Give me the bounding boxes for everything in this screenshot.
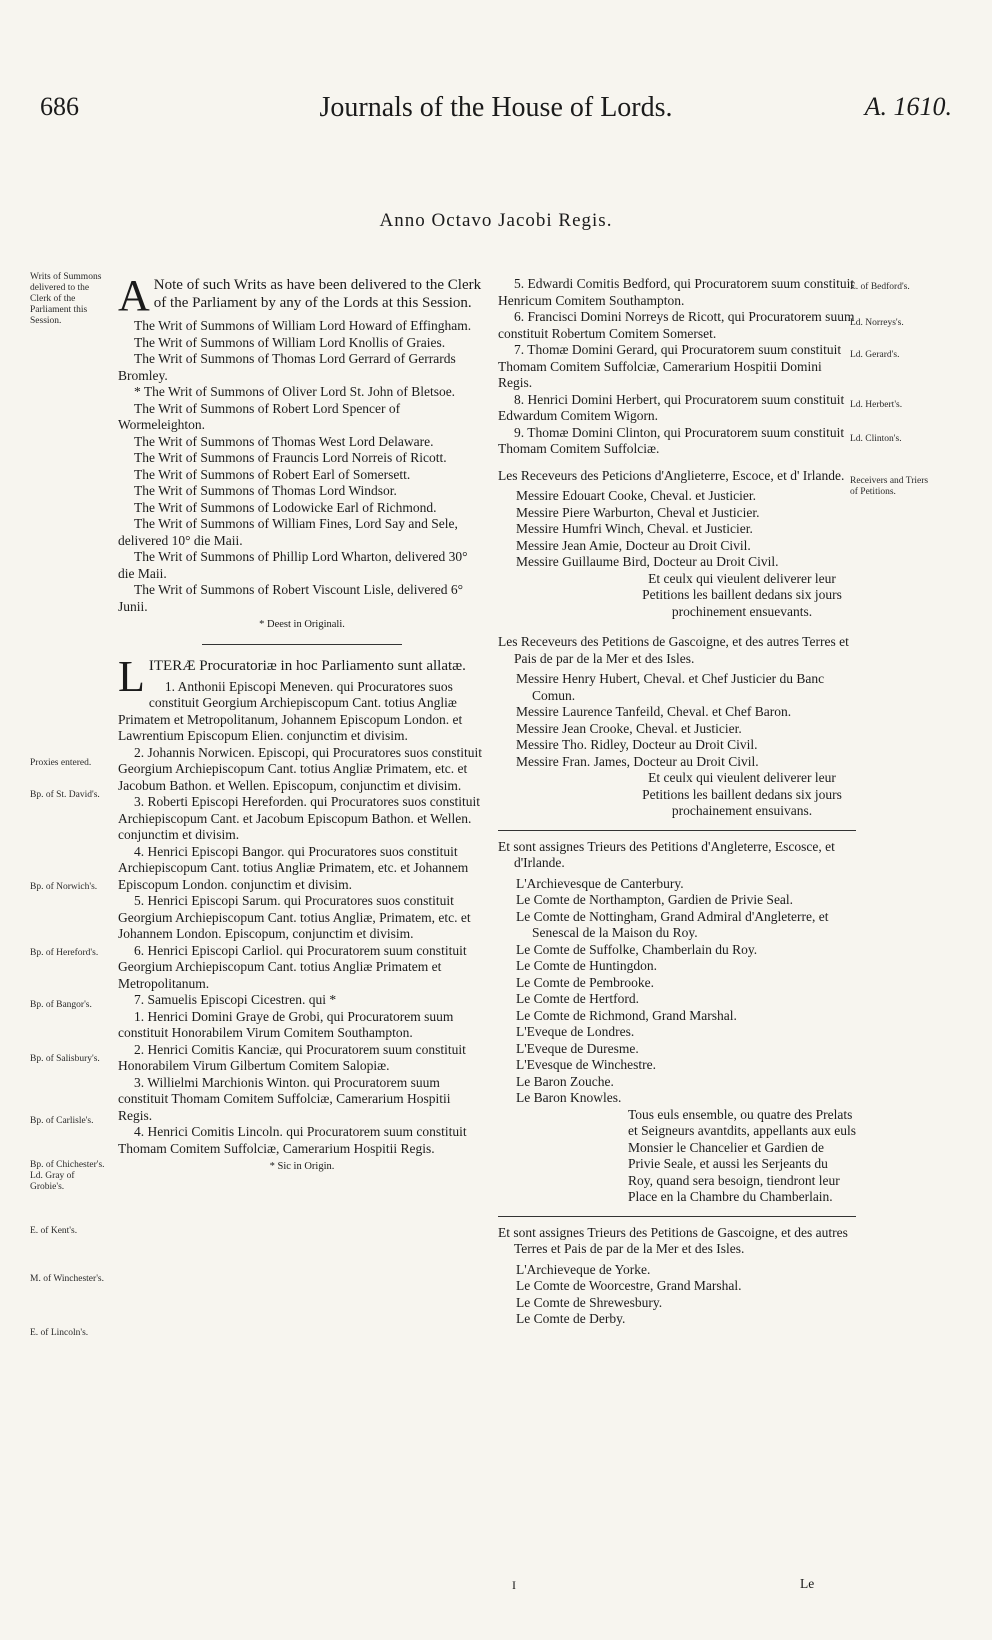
trier-name: Le Comte de Pembrooke. (516, 974, 654, 990)
section-rule (202, 644, 402, 645)
writ-item: The Writ of Summons of Thomas West Lord Delaware. (134, 433, 434, 449)
section-rule (498, 830, 856, 831)
section-rule (498, 1216, 856, 1217)
right-column (498, 276, 856, 1328)
margin-note-gerard: Ld. Gerard's. (850, 350, 900, 360)
trier-name: Le Comte de Suffolke, Chamberlain du Roy. (516, 941, 758, 957)
triers-gascoigne-list (498, 1262, 856, 1328)
proxy-item: 2. Henrici Comitis Kanciæ, qui Procuratorem suum constituit Honorabilem Virum Gilbertum Comitem Salopiæ. (118, 1041, 466, 1073)
receiver-name: Messire Jean Amie, Docteur au Droit Civil. (516, 537, 751, 553)
margin-note-receivers: Receivers and Triers of Petitions. (850, 476, 929, 497)
margin-note-proxies: Proxies entered. (30, 758, 92, 768)
writs-intro: A Note of such Writs as have been delivered to the Clerk of the Parliament by any of the Lords at this Session. (118, 271, 482, 320)
proxy-item: 5. Edwardi Comitis Bedford, qui Procuratorem suum constituit Henricum Comitem Southampton. (498, 276, 855, 308)
writ-item: The Writ of Summons of Phillip Lord Wharton, delivered 30° die Maii. (118, 549, 468, 581)
trier-name: L'Eveque de Londres. (516, 1024, 635, 1039)
trier-name: Le Comte de Derby. (516, 1311, 626, 1326)
trier-name: L'Evesque de Winchestre. (516, 1057, 656, 1072)
writ-item: The Writ of Summons of Robert Earl of Somersett. (134, 466, 411, 482)
trier-name: L'Archieveque de Yorke. (516, 1261, 651, 1277)
trier-name: Le Baron Knowles. (516, 1090, 622, 1105)
proxy-item: 3. Willielmi Marchionis Winton. qui Procuratorem suum constituit Thomam Comitem Suffolciæ, Camerarium Hospitii Regis. (118, 1074, 451, 1123)
proxy-item: 7. Samuelis Episcopi Cicestren. qui * (134, 992, 337, 1007)
margin-note-hereford: Bp. of Hereford's. (30, 948, 99, 958)
writ-item: The Writ of Summons of William Fines, Lord Say and Sele, delivered 10° die Maii. (118, 516, 458, 548)
margin-note-salisbury: Bp. of Salisbury's. (30, 1054, 100, 1064)
trier-name: L'Archievesque de Canterbury. (516, 875, 684, 891)
receiver-name: Messire Piere Warburton, Cheval et Justicier. (516, 504, 760, 520)
proxy-item: 3. Roberti Episcopi Hereforden. qui Procuratores suos constituit Archiepiscopum Cant. et Jacobum Episcopum Bathon. et Wellen. conjunctim et divisim. (118, 794, 481, 842)
trier-name: Le Comte de Woorcestre, Grand Marshal. (516, 1278, 742, 1293)
writ-item: The Writ of Summons of William Lord Knollis of Graies. (134, 334, 446, 350)
drop-cap-l: L (118, 651, 145, 701)
writ-item: The Writ of Summons of Robert Lord Spencer of Wormeleighton. (118, 400, 401, 432)
receivers-england-list (498, 488, 856, 571)
writ-item: The Writ of Summons of Thomas Lord Gerrard of Gerrards Bromley. (118, 351, 456, 383)
writs-footnote: * Deest in Originali. (259, 619, 345, 630)
receiver-name: Messire Fran. James, Docteur au Droit Civil. (516, 753, 759, 769)
proxy-item: 6. Henrici Episcopi Carliol. qui Procuratorem suum constituit Georgium Archiepiscopum Cant. totius Angliæ Primatem et Metropolitanum. (118, 942, 467, 991)
receiver-name: Messire Humfri Winch, Cheval. et Justicier. (516, 521, 753, 536)
margin-note-norwich: Bp. of Norwich's. (30, 882, 98, 892)
receivers-gascoigne-list (498, 671, 856, 770)
receiver-name: Messire Guillaume Bird, Docteur au Droit Civil. (516, 554, 779, 569)
trier-name: Le Comte de Richmond, Grand Marshal. (516, 1007, 737, 1023)
writ-item: The Writ of Summons of Frauncis Lord Norreis of Ricott. (134, 450, 447, 465)
receivers-gascoigne-heading: Les Receveurs des Petitions de Gascoigne, et des autres Terres et Pais de par de la Mer et des Isles. (498, 634, 849, 666)
margin-note-carlisle: Bp. of Carlisle's. (30, 1116, 94, 1126)
triers-gascoigne-heading: Et sont assignes Trieurs des Petitions de Gascoigne, et des autres Terres et Pais de par de la Mer et des Isles. (498, 1224, 848, 1256)
trier-name: Le Comte de Huntingdon. (516, 958, 657, 973)
writ-item: * The Writ of Summons of Oliver Lord St. John of Bletsoe. (134, 384, 456, 399)
signature-mark: I (512, 1578, 516, 1592)
proxy-item: 4. Henrici Comitis Lincoln. qui Procuratorem suum constituit Thomam Comitem Suffolciæ, Camerarium Hospitii Regis. (118, 1124, 467, 1156)
proxy-item: 9. Thomæ Domini Clinton, qui Procuratorem suum constituit Thomam Comitem Suffolciæ. (498, 424, 845, 456)
drop-cap-a: A (118, 271, 150, 320)
writ-item: The Writ of Summons of Thomas Lord Windsor. (134, 483, 397, 498)
receiver-name: Messire Jean Crooke, Cheval. et Justicier. (516, 720, 742, 736)
margin-note-st-davids: Bp. of St. David's. (30, 790, 100, 800)
margin-note-bangor: Bp. of Bangor's. (30, 1000, 92, 1010)
margin-note-clinton: Ld. Clinton's. (850, 434, 902, 444)
margin-note-kent: E. of Kent's. (30, 1226, 78, 1236)
receiver-name: Messire Tho. Ridley, Docteur au Droit Civil. (516, 737, 758, 752)
receivers-gascoigne-closing: Et ceulx qui vieulent deliverer leur Petitions les baillent dedans six jours prochainement ensuivans. (642, 770, 842, 818)
triers-england-closing: Tous euls ensemble, ou quatre des Prelats et Seigneurs avantdits, appellants aux euls Monsier le Chancelier et Gardien de Privie Seale, et aussi les Serjeants du Roy, quand sera besoign, tiendront leur Place en la Chambre du Chamberlain. (628, 1106, 856, 1204)
margin-note-writs: Writs of Summons delivered to the Clerk of the Parliament this Session. (30, 272, 102, 326)
receiver-name: Messire Laurence Tanfeild, Cheval. et Chef Baron. (516, 704, 792, 719)
proxy-item: 1. Henrici Domini Graye de Grobi, qui Procuratorem suum constituit Honorabilem Virum Comitem Southampton. (118, 1008, 454, 1040)
session-title: Anno Octavo Jacobi Regis. (379, 210, 613, 231)
proxy-item: 6. Francisci Domini Norreys de Ricott, qui Procuratorem suum constituit Robertum Comitem Somerset. (498, 309, 855, 341)
proxies-footnote: * Sic in Origin. (269, 1161, 335, 1172)
margin-note-bedford: E. of Bedford's. (850, 282, 910, 292)
trier-name: Le Baron Zouche. (516, 1073, 614, 1089)
left-column (118, 271, 486, 1176)
margin-note-herbert: Ld. Herbert's. (850, 400, 903, 410)
triers-england-list (498, 876, 856, 1107)
receivers-england-closing: Et ceulx qui vieulent deliverer leur Petitions les baillent dedans six jours prochinement ensuevants. (642, 570, 842, 619)
trier-name: Le Comte de Northampton, Gardien de Privie Seal. (516, 892, 794, 907)
year-mark: A. 1610. (864, 92, 952, 121)
writ-item: The Writ of Summons of William Lord Howard of Effingham. (134, 318, 472, 333)
margin-note-lincoln: E. of Lincoln's. (30, 1328, 89, 1338)
trier-name: L'Eveque de Duresme. (516, 1040, 639, 1056)
margin-note-norreys: Ld. Norreys's. (850, 318, 904, 328)
receiver-name: Messire Henry Hubert, Cheval. et Chef Justicier du Banc Comun. (516, 671, 825, 703)
proxy-item: 1. Anthonii Episcopi Meneven. qui Procuratores suos constituit Georgium Archiepiscopum Cant. totius Angliæ Primatem et Metropolitanum, Johannem Episcopum London. et Lawrentium Episcopum Elien. conjunctim et divisim. (118, 678, 463, 743)
margin-note-chichester: Bp. of Chichester's. Ld. Gray of Grobie's. (30, 1160, 105, 1192)
trier-name: Le Comte de Shrewesbury. (516, 1294, 663, 1310)
proxy-item: 2. Johannis Norwicen. Episcopi, qui Procuratores suos constituit Georgium Archiepiscopum Cant. totius Angliæ Primatem, etc. et Jacobum Bathon. et Wellen. Episcopum, conjunctim et divisim. (118, 744, 482, 793)
proxy-item: 8. Henrici Domini Herbert, qui Procuratorem suum constituit Edwardum Comitem Wigorn. (498, 391, 845, 423)
writ-item: The Writ of Summons of Robert Viscount Lisle, delivered 6° Junii. (118, 582, 463, 614)
writ-item: The Writ of Summons of Lodowicke Earl of Richmond. (134, 499, 437, 515)
journal-title: Journals of the House of Lords. (319, 92, 673, 123)
proxy-item: 7. Thomæ Domini Gerard, qui Procuratorem suum constituit Thomam Comitem Suffolciæ, Camerarium Hospitii Domini Regis. (498, 342, 842, 390)
trier-name: Le Comte de Nottingham, Grand Admiral d'Angleterre, et Senescal de la Maison du Roy. (516, 908, 829, 940)
receivers-england-heading: Les Receveurs des Peticions d'Anglieterre, Escoce, et d' Irlande. (498, 467, 845, 483)
running-header (40, 92, 952, 132)
receiver-name: Messire Edouart Cooke, Cheval. et Justicier. (516, 488, 756, 503)
proxy-item: 5. Henrici Episcopi Sarum. qui Procuratores suos constituit Georgium Archiepiscopum Cant. totius Angliæ, Primatem, etc. et Johannem London. Episcopum, conjunctim et divisim. (118, 893, 471, 941)
proxy-item: 4. Henrici Episcopi Bangor. qui Procuratores suos constituit Archiepiscopum Cant. totius Angliæ Primatem, etc. et Johannem Episcopum London. conjunctim et divisim. (118, 843, 469, 892)
catchword: Le (800, 1576, 815, 1591)
proxies-intro: LITERÆ Procuratoriæ in hoc Parliamento sunt allatæ. (118, 651, 466, 701)
margin-note-winchester: M. of Winchester's. (30, 1274, 104, 1284)
triers-england-heading: Et sont assignes Trieurs des Petitions d'Angleterre, Escosce, et d'Irlande. (498, 838, 835, 870)
page-number: 686 (40, 92, 79, 121)
trier-name: Le Comte de Hertford. (516, 991, 639, 1006)
